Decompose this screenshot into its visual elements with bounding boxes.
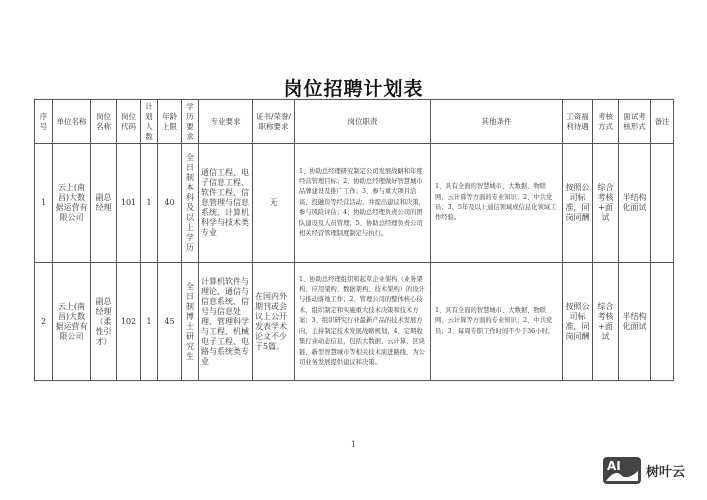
- cell-code: 101: [117, 144, 141, 263]
- recruitment-plan-table: [34, 99, 674, 381]
- cell-count: 1: [141, 144, 158, 263]
- watermark-logo: [603, 457, 685, 484]
- cell-major: 计算机软件与理论、通信与信息系统、信号与信息处理、管理科学与工程、机械电子工程、电路与系统类专业: [199, 263, 253, 381]
- header-interview: 面试考核形式: [619, 100, 651, 144]
- cell-interview: 半结构化面试: [619, 263, 651, 381]
- cell-education: [182, 144, 199, 263]
- header-remark: 备注: [651, 100, 674, 144]
- table-row: [35, 263, 674, 381]
- cell-salary: 按照公司标准，同岗同酬: [563, 144, 593, 263]
- header-code: 岗位代码: [117, 100, 141, 144]
- cell-major: 通信工程、电子信息工程、软件工程、信息管理与信息系统、计算机科学与技术类专业: [199, 144, 253, 263]
- header-unit: 单位名称: [53, 100, 91, 144]
- cell-position: 副总经理（柔性引才）: [91, 263, 117, 381]
- cell-code: 102: [117, 263, 141, 381]
- header-salary: 工资福利待遇: [563, 100, 593, 144]
- cell-interview: 半结构化面试: [619, 144, 651, 263]
- cell-education: [182, 263, 199, 381]
- header-other: 其他条件: [431, 100, 563, 144]
- page-title: 岗位招聘计划表: [283, 78, 424, 100]
- ai-image-icon: [603, 457, 641, 484]
- table-row: [35, 144, 674, 263]
- cell-certificate: 在国内外期刊或会议上公开发表学术论文不少于5篇。: [253, 263, 295, 381]
- cell-certificate: 无: [253, 144, 295, 263]
- cell-position: 副总经理: [91, 144, 117, 263]
- page-number: 1: [350, 440, 357, 449]
- header-major: 专业要求: [199, 100, 253, 144]
- table-header-row: [35, 100, 674, 144]
- cell-assessment: 综合考核+面试: [593, 263, 619, 381]
- cell-no: 1: [35, 144, 53, 263]
- cell-age: 45: [158, 263, 182, 381]
- cell-assessment: 综合考核+面试: [593, 144, 619, 263]
- cell-age: 40: [158, 144, 182, 263]
- cell-remark: [651, 263, 674, 381]
- cell-other: 1、具有全面的智慧城市、大数据、物联网、云计算等方面的专业知识；2、中共党员；3、5年及以上通信领域或信息化领域工作经验。: [431, 144, 563, 263]
- cell-unit: 云上(南昌)大数据运营有限公司: [53, 263, 91, 381]
- cell-duties: 1、协助总经理研究制定公司发展战略和年度经营管理目标；2、协助总经理做好智慧城市品牌建设及推广工作；3、参与重大项目洽谈、投融资等经营活动，并提出建议和决策，参与风险评估；4、协助总经理负责公司的团队建设及人员管理；5、协助总经理负责公司相关经营管理制度制定与执行。: [295, 144, 431, 263]
- header-duties: 岗位职责: [295, 100, 431, 144]
- cell-count: 1: [141, 263, 158, 381]
- cell-no: 2: [35, 263, 53, 381]
- logo-mark: AI: [607, 459, 621, 473]
- cell-other: 1、具有全面的智慧城市、大数据、物联网、云计算等方面的专业知识；2、中共党员；3、每周专职工作时间不少于36小时。: [431, 263, 563, 381]
- header-age: 年龄上限: [158, 100, 182, 144]
- watermark-text: 树叶云: [646, 465, 686, 480]
- cell-duties: 1、协助总经理组织和起草企业架构（业务架构、应用架构、数据架构、技术架构）的设计与推动落地工作；2、管理公司的整体核心技术，组织制定和实施重大技术决策和技术方案；3、组织研究行业最新产品的技术发展方向，主持制定技术发展战略规划；4、定期收集行业动态信息，包括大数据、云计算、区块链、新型智慧城市等相关技术演进路线，为公司业务发展提供建议和决策。: [295, 263, 431, 381]
- education-text: 全日制本科及以上学历: [186, 153, 194, 252]
- cell-remark: [651, 144, 674, 263]
- header-assessment: 考核方式: [593, 100, 619, 144]
- header-certificate: 证书/荣誉/职称要求: [253, 100, 295, 144]
- cell-salary: 按照公司标准，同岗同酬: [563, 263, 593, 381]
- cell-unit: 云上(南昌)大数据运营有限公司: [53, 144, 91, 263]
- header-count: 计划人数: [141, 100, 158, 144]
- header-education: 学历要求: [182, 100, 199, 144]
- header-no: 序号: [35, 100, 53, 144]
- education-text: 全日制博士研究生: [186, 281, 194, 361]
- header-position: 岗位名称: [91, 100, 117, 144]
